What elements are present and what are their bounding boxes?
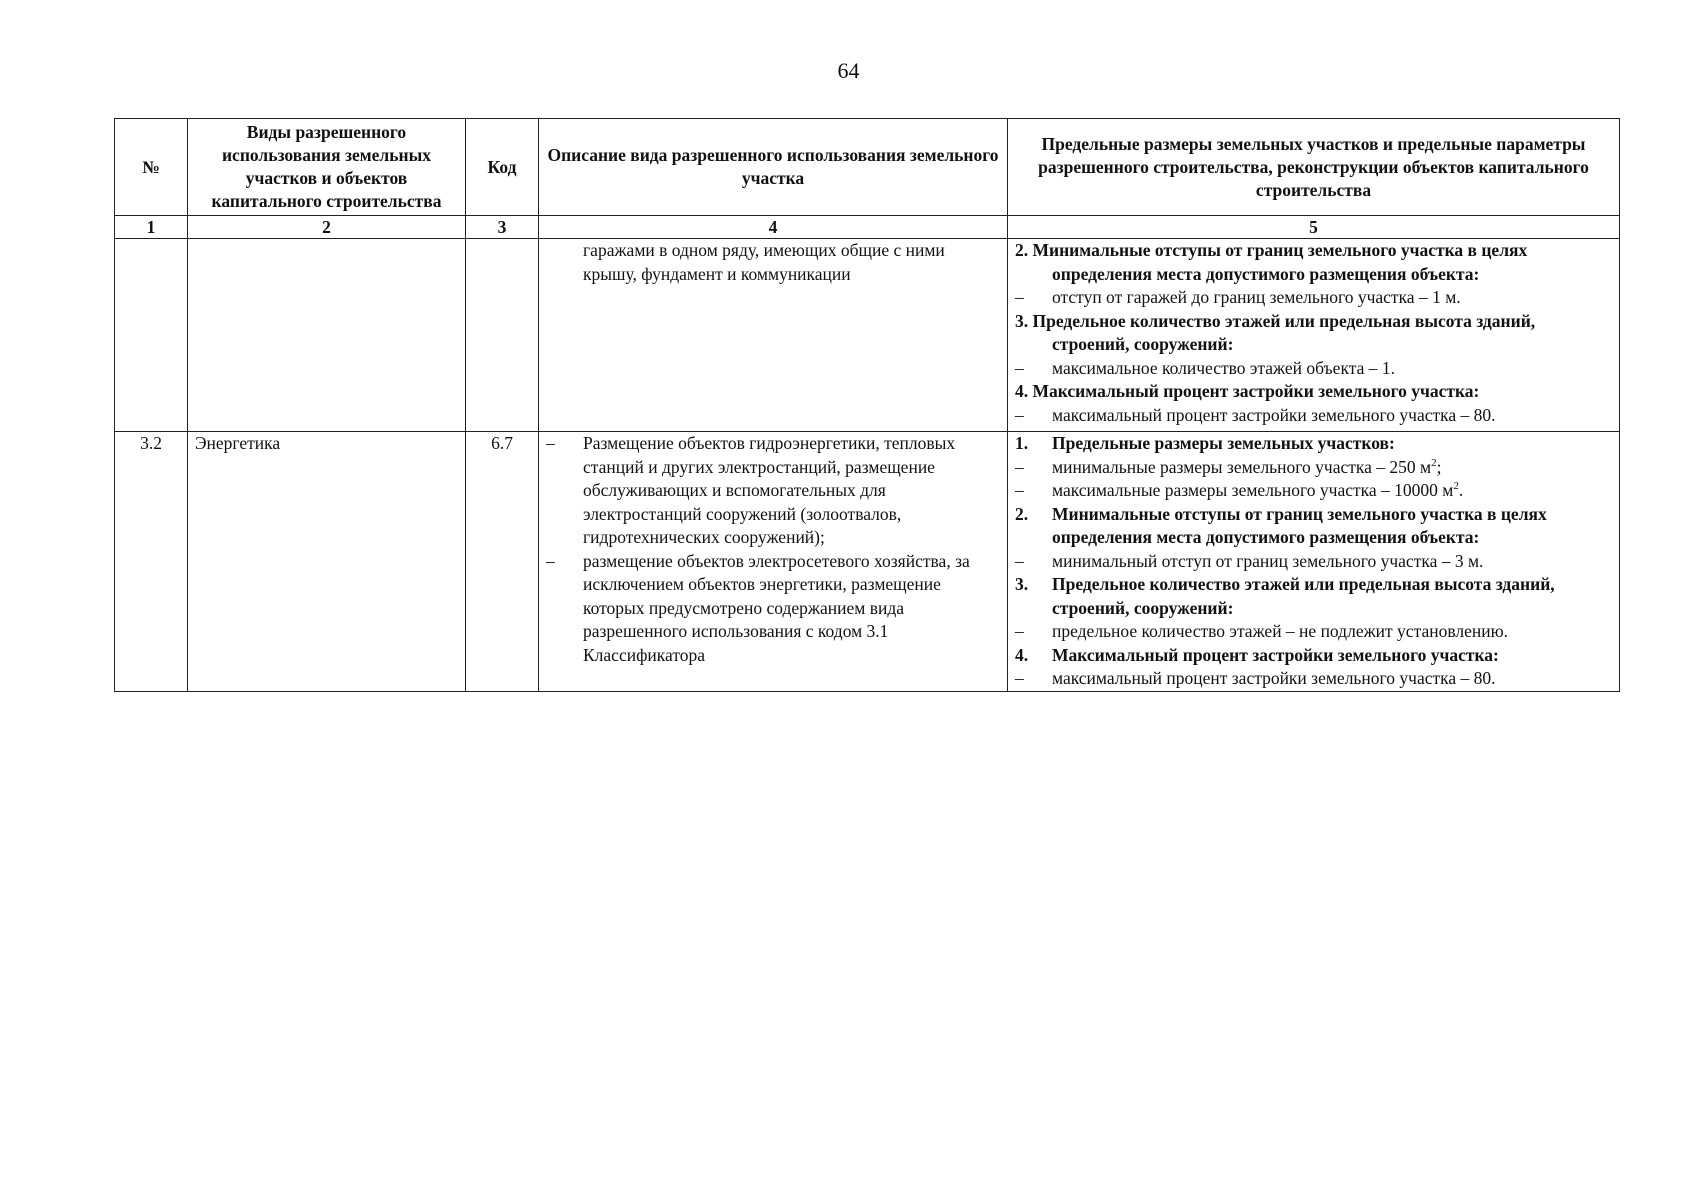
param-heading-text: Предельные размеры земельных участков: bbox=[1052, 433, 1395, 453]
param-item bbox=[1015, 479, 1615, 503]
param-heading bbox=[1015, 503, 1615, 550]
param-heading-text: 3. Предельное количество этажей или предельная высота зданий, строений, сооружений: bbox=[1015, 310, 1536, 354]
dash-marker: – bbox=[1015, 668, 1024, 688]
param-item-text: минимальный отступ от границ земельного участка – 3 м. bbox=[1052, 550, 1484, 571]
cell-code: 6.7 bbox=[466, 432, 539, 692]
header-number: № bbox=[115, 119, 188, 216]
superscript: 2 bbox=[1453, 480, 1459, 493]
punctuation: ; bbox=[1436, 456, 1442, 477]
param-item-text bbox=[1052, 456, 1615, 480]
param-item-text: максимальное количество этажей объекта – 1. bbox=[1052, 357, 1395, 378]
param-item-text bbox=[1052, 479, 1615, 503]
param-item bbox=[1015, 620, 1615, 644]
land-use-table bbox=[114, 118, 1620, 692]
column-number: 3 bbox=[466, 216, 539, 239]
cell-description bbox=[539, 432, 1008, 692]
table-header-row bbox=[115, 119, 1620, 216]
param-heading bbox=[1015, 380, 1615, 404]
param-heading-text: Максимальный процент застройки земельного участка: bbox=[1052, 644, 1499, 665]
heading-number: 4. bbox=[1015, 644, 1029, 665]
param-item-text: предельное количество этажей – не подлежит установлению. bbox=[1052, 621, 1509, 641]
param-item bbox=[1015, 550, 1615, 574]
description-item-text: размещение объектов электросетевого хозяйства, за исключением объектов энергетики, размещение которых предусмотрено содержанием вида разрешенного использования с кодом 3.1 Классификатора bbox=[583, 550, 970, 665]
dash-marker: – bbox=[546, 550, 555, 571]
param-item bbox=[1015, 286, 1615, 310]
param-heading-text: 4. Максимальный процент застройки земельного участка: bbox=[1015, 381, 1480, 401]
column-number-row bbox=[115, 216, 1620, 239]
header-description: Описание вида разрешенного использования земельного участка bbox=[539, 119, 1008, 216]
header-use-type: Виды разрешенного использования земельных участков и объектов капитального строительства bbox=[188, 119, 466, 216]
punctuation: . bbox=[1458, 480, 1464, 500]
param-item-text: отступ от гаражей до границ земельного участка – 1 м. bbox=[1052, 287, 1461, 307]
param-item-text: максимальный процент застройки земельного участка – 80. bbox=[1052, 668, 1496, 688]
param-item-text: максимальный процент застройки земельного участка – 80. bbox=[1052, 404, 1496, 425]
table-row bbox=[115, 432, 1620, 692]
heading-number: 3. bbox=[1015, 574, 1029, 594]
column-number: 4 bbox=[539, 216, 1008, 239]
dash-marker: – bbox=[1015, 357, 1024, 378]
param-item-value: минимальные размеры земельного участка – 250 м bbox=[1052, 456, 1432, 477]
param-heading bbox=[1015, 432, 1615, 456]
column-number: 5 bbox=[1008, 216, 1620, 239]
param-item-value: максимальные размеры земельного участка – 10000 м bbox=[1052, 480, 1454, 500]
dash-marker: – bbox=[1015, 287, 1024, 307]
dash-marker: – bbox=[1015, 456, 1024, 477]
header-code: Код bbox=[466, 119, 539, 216]
description-item bbox=[546, 432, 1000, 550]
dash-marker: – bbox=[1015, 621, 1024, 641]
column-number: 1 bbox=[115, 216, 188, 239]
param-heading-text: 2. Минимальные отступы от границ земельного участка в целях определения места допустимого размещения объекта: bbox=[1015, 240, 1528, 284]
cell-use-type: Энергетика bbox=[188, 432, 466, 692]
description-item bbox=[546, 550, 1000, 668]
description-item-text: Размещение объектов гидроэнергетики, тепловых станций и других электростанций, размещение обслуживающих и вспомогательных для электростанций сооружений (золоотвалов, гидротехнических сооружений); bbox=[583, 433, 956, 547]
param-item bbox=[1015, 404, 1615, 428]
param-heading bbox=[1015, 573, 1615, 620]
cell-description bbox=[539, 239, 1008, 432]
cell-code bbox=[466, 239, 539, 432]
dash-marker: – bbox=[1015, 404, 1024, 425]
page-number: 64 bbox=[837, 58, 860, 83]
param-heading bbox=[1015, 644, 1615, 668]
superscript: 2 bbox=[1431, 456, 1437, 469]
cell-number bbox=[115, 239, 188, 432]
dash-marker: – bbox=[1015, 550, 1024, 571]
table-row bbox=[115, 239, 1620, 432]
column-number: 2 bbox=[188, 216, 466, 239]
heading-number: 1. bbox=[1015, 433, 1029, 453]
cell-number: 3.2 bbox=[115, 432, 188, 692]
cell-parameters bbox=[1008, 239, 1620, 432]
dash-marker: – bbox=[546, 433, 555, 453]
param-heading bbox=[1015, 310, 1615, 357]
param-item bbox=[1015, 357, 1615, 381]
cell-parameters bbox=[1008, 432, 1620, 692]
param-item bbox=[1015, 456, 1615, 480]
cell-use-type bbox=[188, 239, 466, 432]
dash-marker: – bbox=[1015, 480, 1024, 500]
heading-number: 2. bbox=[1015, 503, 1029, 524]
param-heading-text: Минимальные отступы от границ земельного участка в целях определения места допустимого размещения объекта: bbox=[1052, 503, 1547, 547]
header-parameters: Предельные размеры земельных участков и предельные параметры разрешенного строительства, реконструкции объектов капитального строительства bbox=[1008, 119, 1620, 216]
param-heading-text: Предельное количество этажей или предельная высота зданий, строений, сооружений: bbox=[1052, 574, 1555, 618]
param-item bbox=[1015, 667, 1615, 691]
param-heading bbox=[1015, 239, 1615, 286]
description-text: гаражами в одном ряду, имеющих общие с ними крышу, фундамент и коммуникации bbox=[583, 240, 945, 284]
